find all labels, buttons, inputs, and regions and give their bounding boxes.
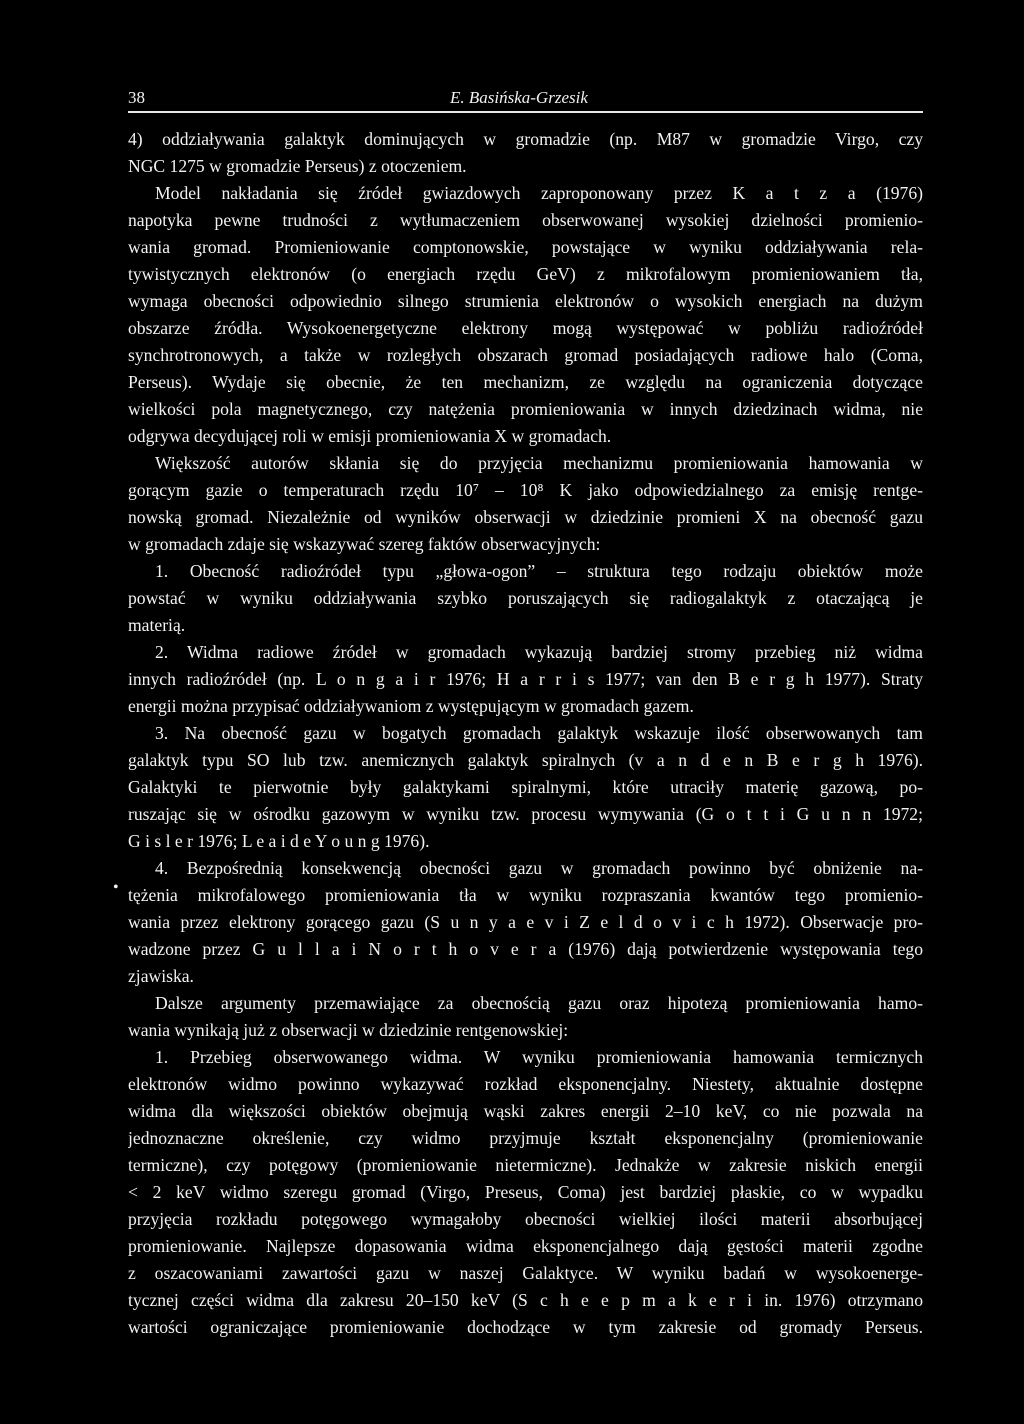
- text-line: Większość autorów skłania się do przyjęcia mechanizmu promieniowania hamowania w: [155, 453, 923, 473]
- text-line: elektronów widmo powinno wykazywać rozkład eksponencjalny. Niestety, aktualnie dostępne: [128, 1074, 923, 1094]
- text-line: innych radioźródeł (np. L o n g a i r 1976; H a r r i s 1977; van den B e r g h 1977). Straty: [128, 669, 923, 689]
- text-line: wadzone przez G u l l a i N o r t h o v e r a (1976) dają potwierdzenie występowania tego: [128, 939, 923, 959]
- text-line: 4) oddziaływania galaktyk dominujących w gromadzie (np. M87 w gromadzie Virgo, czy: [128, 129, 923, 149]
- text-line: 1. Przebieg obserwowanego widma. W wyniku promieniowania hamowania termicznych: [155, 1047, 923, 1067]
- text-line: z oszacowaniami zawartości gazu w naszej Galaktyce. W wyniku badań w wysokoenerge-: [128, 1263, 923, 1283]
- text-line: wania wynikają już z obserwacji w dziedzinie rentgenowskiej:: [128, 1020, 569, 1040]
- text-line: < 2 keV widmo szeregu gromad (Virgo, Preseus, Coma) jest bardziej płaskie, co w wypadku: [128, 1182, 923, 1202]
- text-line: wartości ograniczające promieniowanie dochodzące w tym zakresie od gromady Perseus.: [128, 1317, 923, 1337]
- text-line: odgrywa decydującej roli w emisji promieniowania X w gromadach.: [128, 426, 612, 446]
- text-line: wielkości pola magnetycznego, czy natężenia promieniowania w innych dziedzinach widma, nie: [128, 399, 923, 419]
- text-line: energii można przypisać oddziaływaniom z występującym w gromadach gazem.: [128, 696, 694, 716]
- text-line: widma dla większości obiektów obejmują wąski zakres energii 2–10 keV, co nie pozwala na: [128, 1101, 923, 1121]
- text-line: Perseus). Wydaje się obecnie, że ten mechanizm, ze względu na ograniczenia dotyczące: [128, 372, 923, 392]
- text-line: synchrotronowych, a także w rozległych obszarach gromad posiadających radiowe halo (Coma,: [128, 345, 923, 365]
- text-line: wymaga obecności odpowiednio silnego strumienia elektronów o wysokich energiach na dużym: [128, 291, 923, 311]
- text-line: gorącym gazie o temperaturach rzędu 10⁷ – 10⁸ K jako odpowiedzialnego za emisję rentge-: [128, 480, 923, 500]
- text-line: Dalsze argumenty przemawiające za obecnością gazu oraz hipotezą promieniowania hamo-: [155, 993, 923, 1013]
- body-text: [128, 126, 923, 1341]
- text-line: nowską gromad. Niezależnie od wyników obserwacji w dziedzinie promieni X na obecność gazu: [128, 507, 923, 527]
- text-line: w gromadach zdaje się wskazywać szereg faktów obserwacyjnych:: [128, 534, 601, 554]
- text-line: ruszając się w ośrodku gazowym w wyniku tzw. procesu wymywania (G o t t i G u n n 1972;: [128, 804, 923, 824]
- text-line: G i s l e r 1976; L e a i d e Y o u n g 1976).: [128, 831, 430, 851]
- text-line: materią.: [128, 615, 186, 635]
- text-line: przyjęcia rozkładu potęgowego wymagałoby obecności wielkiej ilości materii absorbującej: [128, 1209, 923, 1229]
- text-line: zjawiska.: [128, 966, 194, 986]
- text-line: jednoznaczne określenie, czy widmo przyjmuje kształt eksponencjalny (promieniowanie: [128, 1128, 923, 1148]
- text-line: 2. Widma radiowe źródeł w gromadach wykazują bardziej stromy przebieg niż widma: [155, 642, 923, 662]
- text-line: galaktyk typu SO lub tzw. anemicznych galaktyk spiralnych (v a n d e n B e r g h 1976).: [128, 750, 923, 770]
- text-line: tywistycznych elektronów (o energiach rzędu GeV) z mikrofalowym promieniowaniem tła,: [128, 264, 923, 284]
- text-line: Model nakładania się źródeł gwiazdowych zaproponowany przez K a t z a (1976): [155, 183, 923, 203]
- text-line: 1. Obecność radioźródeł typu „głowa-ogon” – struktura tego rodzaju obiektów może: [155, 561, 923, 581]
- margin-mark: •: [113, 879, 119, 896]
- text-line: 3. Na obecność gazu w bogatych gromadach galaktyk wskazuje ilość obserwowanych tam: [155, 723, 923, 743]
- text-line: tycznej części widma dla zakresu 20–150 keV (S c h e e p m a k e r i in. 1976) otrzymano: [128, 1290, 923, 1310]
- text-line: wania przez elektrony gorącego gazu (S u n y a e v i Z e l d o v i c h 1972). Obserwacje pro-: [128, 912, 923, 932]
- text-line: NGC 1275 w gromadzie Perseus) z otoczeniem.: [128, 156, 467, 176]
- page-header: [128, 86, 923, 112]
- header-rule: [128, 111, 923, 113]
- running-head: E. Basińska-Grzesik: [450, 88, 588, 107]
- text-line: powstać w wyniku oddziaływania szybko poruszających się radiogalaktyk z otaczającą je: [128, 588, 923, 608]
- text-line: 4. Bezpośrednią konsekwencją obecności gazu w gromadach powinno być obniżenie na-: [155, 858, 923, 878]
- text-line: wania gromad. Promieniowanie comptonowskie, powstające w wyniku oddziaływania rela-: [128, 237, 923, 257]
- text-line: Galaktyki te pierwotnie były galaktykami spiralnymi, które utraciły materię gazową, po-: [128, 777, 923, 797]
- text-line: napotyka pewne trudności z wytłumaczeniem obserwowanej wysokiej dzielności promienio-: [128, 210, 923, 230]
- text-line: obszarze źródła. Wysokoenergetyczne elektrony mogą występować w pobliżu radioźródeł: [128, 318, 923, 338]
- page-number: 38: [128, 88, 145, 107]
- text-line: termiczne), czy potęgowy (promieniowanie nietermiczne). Jednakże w zakresie niskich energii: [128, 1155, 923, 1175]
- text-line: promieniowanie. Najlepsze dopasowania widma eksponencjalnego dają gęstości materii zgodne: [128, 1236, 923, 1256]
- text-line: tężenia mikrofalowego promieniowania tła w wyniku rozpraszania kwantów tego promienio-: [128, 885, 923, 905]
